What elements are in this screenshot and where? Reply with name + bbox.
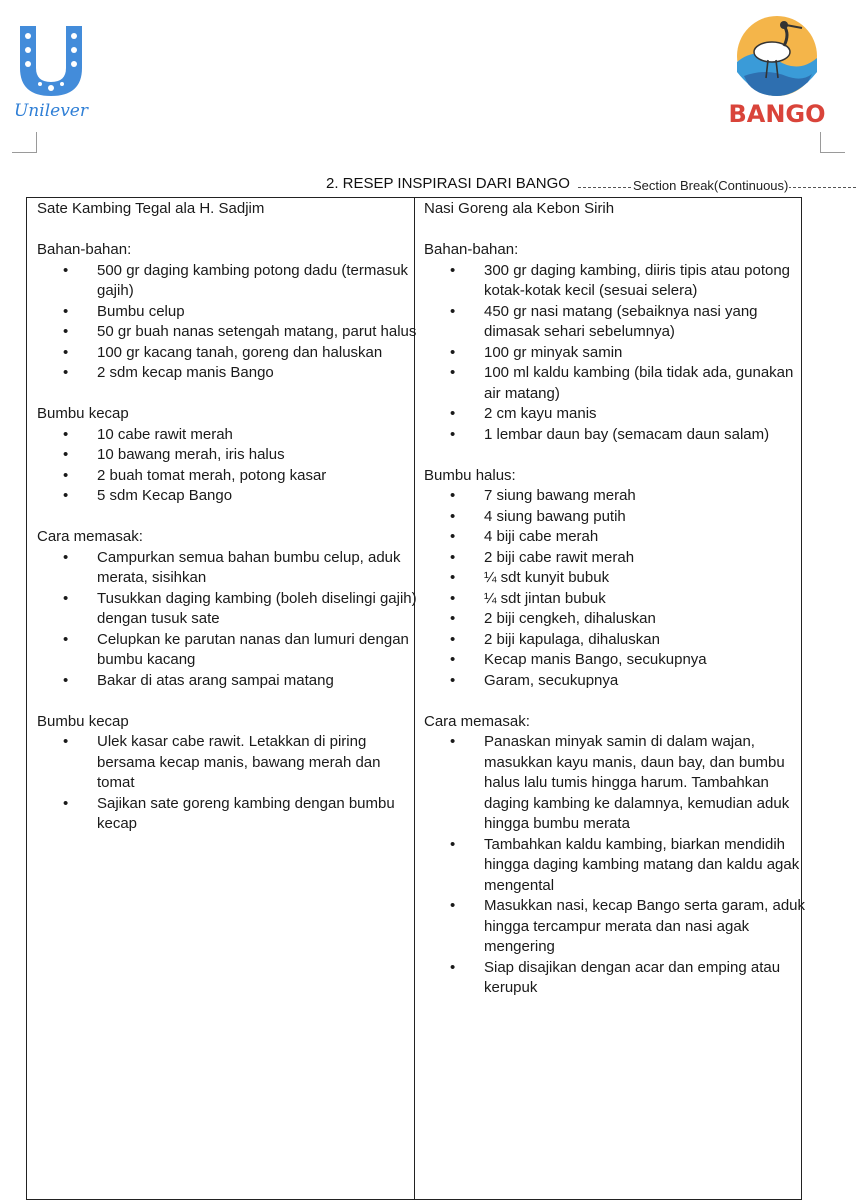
list-item: • Panaskan minyak samin di dalam wajan, masukkan kayu manis, daun bay, dan bumbu halus lalu tumis hingga harum. Tambahkan daging kambing ke dalamnya, kemudian aduk hingga bumbu merata	[424, 732, 808, 835]
list-item: • Sajikan sate goreng kambing dengan bumbu kecap	[37, 794, 417, 835]
list-item: • Masukkan nasi, kecap Bango serta garam, aduk hingga tercampur merata dan nasi agak mengering	[424, 896, 808, 958]
section-label: Bahan-bahan:	[37, 241, 132, 258]
list-item: • 500 gr daging kambing potong dadu (termasuk gajih)	[37, 261, 417, 302]
list-item: • 450 gr nasi matang (sebaiknya nasi yang dimasak sehari sebelumnya)	[424, 302, 808, 343]
ingredient-list	[37, 425, 417, 507]
crop-mark-right	[820, 132, 845, 153]
list-item: • Tambahkan kaldu kambing, biarkan mendidih hingga daging kambing matang dan kaldu agak mengental	[424, 835, 808, 897]
list-item: • 10 bawang merah, iris halus	[37, 445, 417, 466]
step-list	[37, 732, 417, 835]
page-heading: 2. RESEP INSPIRASI DARI BANGO	[326, 175, 570, 192]
list-item: • 1 lembar daun bay (semacam daun salam)	[424, 425, 808, 446]
list-item: • Bakar di atas arang sampai matang	[37, 671, 417, 692]
section-label: Cara memasak:	[424, 712, 530, 730]
bango-logo	[726, 12, 828, 130]
section-label: Bumbu kecap	[37, 712, 129, 730]
section-label: Bumbu kecap	[37, 405, 129, 422]
ingredient-list	[424, 486, 808, 691]
list-item: • ¼ sdt kunyit bubuk	[424, 568, 808, 589]
list-item: • Siap disajikan dengan acar dan emping atau kerupuk	[424, 958, 808, 999]
list-item: • Ulek kasar cabe rawit. Letakkan di piring bersama kecap manis, bawang merah dan tomat	[37, 732, 417, 794]
recipe-title: Sate Kambing Tegal ala H. Sadjim	[37, 200, 265, 217]
list-item: • 2 biji cabe rawit merah	[424, 548, 808, 569]
section-label: Bumbu halus:	[424, 466, 516, 484]
list-item: • 10 cabe rawit merah	[37, 425, 417, 446]
list-item: • 100 gr kacang tanah, goreng dan haluskan	[37, 343, 417, 364]
list-item: • 2 buah tomat merah, potong kasar	[37, 466, 417, 487]
svg-text:BANGO: BANGO	[728, 100, 826, 128]
list-item: • 4 siung bawang putih	[424, 507, 808, 528]
recipe-column-right	[424, 199, 808, 1019]
list-item: • ¼ sdt jintan bubuk	[424, 589, 808, 610]
list-item: • Garam, secukupnya	[424, 671, 808, 692]
list-item: • 4 biji cabe merah	[424, 527, 808, 548]
unilever-logo	[8, 22, 94, 122]
crop-mark-left	[12, 132, 37, 153]
ingredient-list	[424, 261, 808, 446]
list-item: • 7 siung bawang merah	[424, 486, 808, 507]
list-item: • 300 gr daging kambing, diiris tipis atau potong kotak-kotak kecil (sesuai selera)	[424, 261, 808, 302]
svg-text:Unilever: Unilever	[13, 101, 89, 121]
section-break-label: Section Break(Continuous)	[633, 178, 789, 193]
list-item: • 2 biji cengkeh, dihaluskan	[424, 609, 808, 630]
recipe-title: Nasi Goreng ala Kebon Sirih	[424, 200, 615, 217]
list-item: • 50 gr buah nanas setengah matang, parut halus	[37, 322, 417, 343]
list-item: • 2 biji kapulaga, dihaluskan	[424, 630, 808, 651]
list-item: • 2 cm kayu manis	[424, 404, 808, 425]
recipe-column-left	[37, 199, 417, 855]
list-item: • 100 gr minyak samin	[424, 343, 808, 364]
list-item: • Bumbu celup	[37, 302, 417, 323]
section-label: Cara memasak:	[37, 528, 143, 545]
list-item: • 5 sdm Kecap Bango	[37, 486, 417, 507]
step-list	[424, 732, 808, 999]
section-label: Bahan-bahan:	[424, 241, 519, 258]
list-item: • 2 sdm kecap manis Bango	[37, 363, 417, 384]
ingredient-list	[37, 261, 417, 384]
list-item: • Campurkan semua bahan bumbu celup, aduk merata, sisihkan	[37, 548, 417, 589]
step-list	[37, 548, 417, 692]
list-item: • Kecap manis Bango, secukupnya	[424, 650, 808, 671]
list-item: • 100 ml kaldu kambing (bila tidak ada, gunakan air matang)	[424, 363, 808, 404]
list-item: • Tusukkan daging kambing (boleh diselingi gajih) dengan tusuk sate	[37, 589, 417, 630]
list-item: • Celupkan ke parutan nanas dan lumuri dengan bumbu kacang	[37, 630, 417, 671]
